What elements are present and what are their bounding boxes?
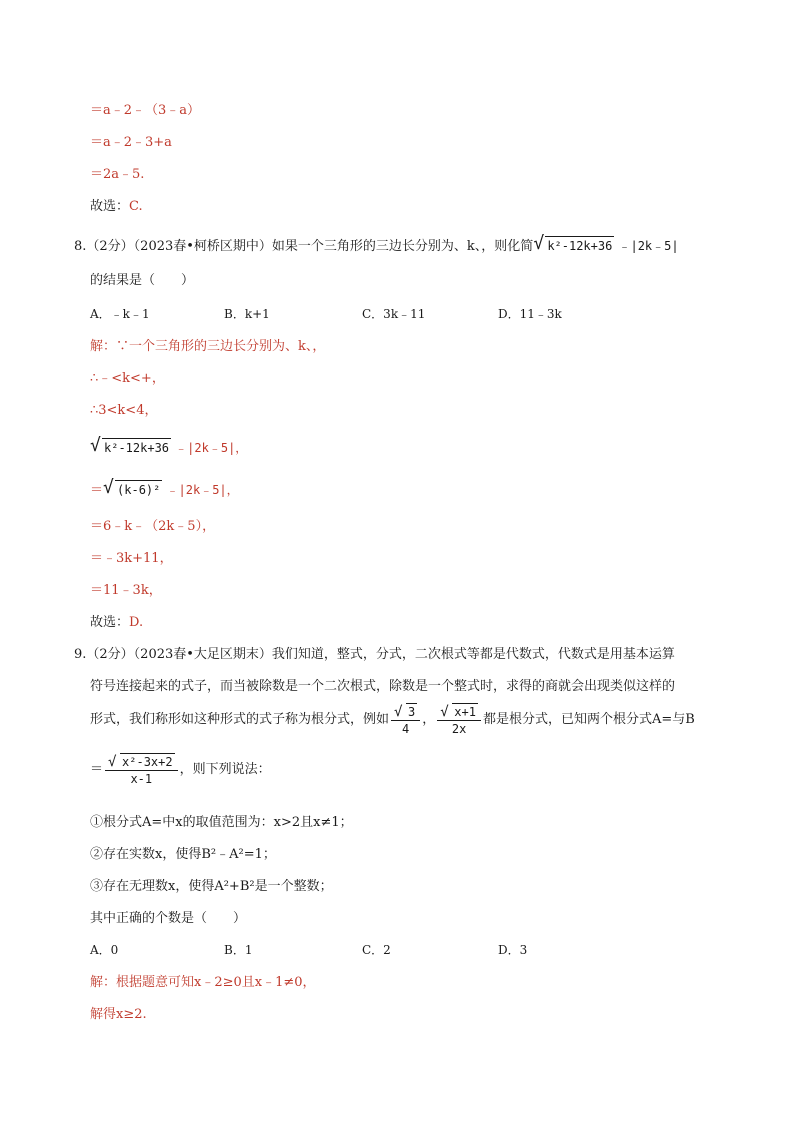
answer-line: 故选：D.	[90, 615, 144, 630]
option-b: B．k+1	[224, 307, 270, 321]
sqrt-expression: √ k²-12k+36	[90, 435, 170, 456]
answer-prefix: 故选：	[90, 199, 130, 214]
solution-line: ＝ √ (k-6)² ﹣|2k﹣5|，	[90, 477, 239, 498]
fraction: √ x+1 2x	[437, 703, 481, 737]
option-b: B．1	[224, 943, 253, 957]
statement-3: ③存在无理数x，使得A²+B²是一个整数；	[90, 879, 333, 894]
question-9-stem-cont: 形式，我们称形如这种形式的式子称为根分式，例如 √ 3 4 ， √ x+1 2x 都是根分式，已知两个根分式A=与B	[90, 703, 695, 736]
solution-line: ＝6﹣k﹣（2k﹣5），	[90, 519, 216, 534]
option-d: D．3	[498, 943, 528, 957]
question-9-ask: 其中正确的个数是（ ）	[90, 911, 247, 926]
sqrt-expression: √ k²-12k+36	[533, 233, 613, 254]
question-text: 8.（2分）（2023春•柯桥区期中）如果一个三角形的三边长分别为、k、，则化简	[74, 239, 534, 254]
question-8-stem	[74, 233, 679, 256]
answer-line	[90, 198, 143, 216]
solution-line: 解：根据题意可知x﹣2≥0且x﹣1≠0，	[90, 975, 316, 990]
option-a: A．0	[90, 943, 119, 957]
option-d: D．11﹣3k	[498, 307, 562, 321]
sqrt-expression: √ (k-6)²	[103, 477, 161, 498]
solution-line: √ k²-12k+36 ﹣|2k﹣5|，	[90, 435, 248, 456]
solution-line: 解：∵一个三角形的三边长分别为、k、，	[90, 339, 326, 354]
solution-line: ∴3<k<4，	[90, 403, 158, 418]
answer-choice: D.	[129, 615, 144, 630]
option-a: A．﹣k﹣1	[90, 307, 150, 321]
option-c: C．3k﹣11	[362, 307, 426, 321]
solution-line: 解得x≥2.	[90, 1007, 147, 1022]
solution-line: ＝a﹣2﹣3+a	[90, 135, 172, 150]
solution-line: ＝11﹣3k，	[90, 583, 162, 598]
solution-line: ＝﹣3k+11，	[90, 551, 173, 566]
question-9-stem: 9.（2分）（2023春•大足区期末）我们知道，整式，分式，二次根式等都是代数式，代数式是用基本运算	[74, 647, 675, 662]
abs-expression: ﹣|2k﹣5|	[618, 239, 679, 253]
answer-choice: C.	[129, 199, 143, 214]
option-c: C．2	[362, 943, 391, 957]
statement-2: ②存在实数x，使得B²﹣A²=1；	[90, 847, 276, 862]
question-8-stem-cont: 的结果是（ ）	[90, 273, 195, 288]
solution-line: ＝2a﹣5.	[90, 167, 145, 182]
question-9-stem-cont: 符号连接起来的式子，而当被除数是一个二次根式，除数是一个整式时，求得的商就会出现类似这样的	[90, 679, 676, 694]
statement-1: ①根分式A=中x的取值范围为：x>2且x≠1；	[90, 815, 353, 830]
fraction: √ 3 4	[391, 703, 420, 737]
question-9-stem-cont: ＝ √ x²-3x+2 x-1 ，则下列说法：	[90, 753, 271, 786]
solution-line: ∴﹣<k<+，	[90, 371, 165, 386]
fraction: √ x²-3x+2 x-1	[105, 753, 178, 787]
solution-line: ＝a﹣2﹣（3﹣a）	[90, 103, 201, 118]
